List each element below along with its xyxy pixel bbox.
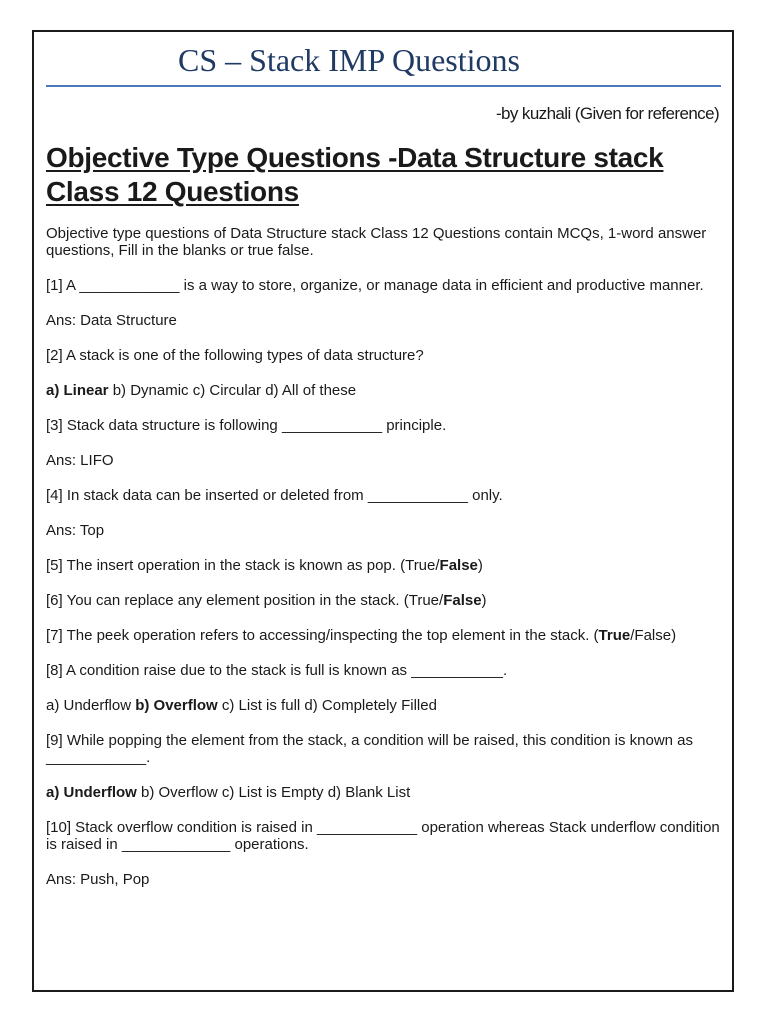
question-5-answer: False	[439, 557, 478, 574]
question-7-close: /False)	[630, 627, 677, 644]
title-underline	[46, 85, 721, 87]
answer-8-option-a: a) Underflow	[46, 697, 136, 714]
question-8: [8] A condition raise due to the stack is full is known as ___________.	[46, 662, 508, 679]
question-7	[46, 627, 721, 644]
question-1: [1] A ____________ is a way to store, organize, or manage data in efficient and productive manner.	[46, 277, 704, 294]
answer-2-correct: a) Linear	[46, 382, 109, 399]
question-list	[46, 225, 721, 906]
question-10: [10] Stack overflow condition is raised in ____________ operation whereas Stack underflow condition is raised in _____________ operations.	[46, 819, 720, 853]
section-heading-line2: Class 12 Questions	[46, 176, 299, 207]
question-6-close: )	[481, 592, 487, 609]
page-title: CS – Stack IMP Questions	[178, 42, 520, 78]
question-6-text: [6] You can replace any element position in the stack. (True/	[46, 592, 444, 609]
question-3: [3] Stack data structure is following ____________ principle.	[46, 417, 447, 434]
answer-8-correct: b) Overflow	[135, 697, 218, 714]
answer-2	[46, 382, 721, 399]
question-4: [4] In stack data can be inserted or deleted from ____________ only.	[46, 487, 503, 504]
answer-9-options: b) Overflow c) List is Empty d) Blank List	[136, 784, 411, 801]
answer-9	[46, 784, 721, 801]
answer-8-options: c) List is full d) Completely Filled	[217, 697, 437, 714]
intro-paragraph: Objective type questions of Data Structure stack Class 12 Questions contain MCQs, 1-word answer questions, Fill in the blanks or true false.	[46, 225, 707, 259]
question-6-answer: False	[443, 592, 482, 609]
question-7-answer: True	[598, 627, 631, 644]
question-2: [2] A stack is one of the following types of data structure?	[46, 347, 424, 364]
answer-2-options: b) Dynamic c) Circular d) All of these	[108, 382, 357, 399]
answer-8	[46, 697, 721, 714]
question-5-text: [5] The insert operation in the stack is known as pop. (True/	[46, 557, 440, 574]
answer-3: Ans: LIFO	[46, 452, 114, 469]
question-9: [9] While popping the element from the stack, a condition will be raised, this condition is known as ____________.	[46, 732, 694, 766]
answer-9-correct: a) Underflow	[46, 784, 137, 801]
byline: -by kuzhali (Given for reference)	[495, 104, 719, 123]
answer-1: Ans: Data Structure	[46, 312, 177, 329]
section-heading-line1: Objective Type Questions -Data Structure stack	[46, 142, 664, 173]
question-5-close: )	[477, 557, 483, 574]
section-heading	[46, 141, 736, 209]
answer-4: Ans: Top	[46, 522, 105, 539]
answer-10: Ans: Push, Pop	[46, 871, 150, 888]
question-6	[46, 592, 721, 609]
question-5	[46, 557, 721, 574]
question-7-text: [7] The peek operation refers to accessing/inspecting the top element in the stack. (	[46, 627, 599, 644]
